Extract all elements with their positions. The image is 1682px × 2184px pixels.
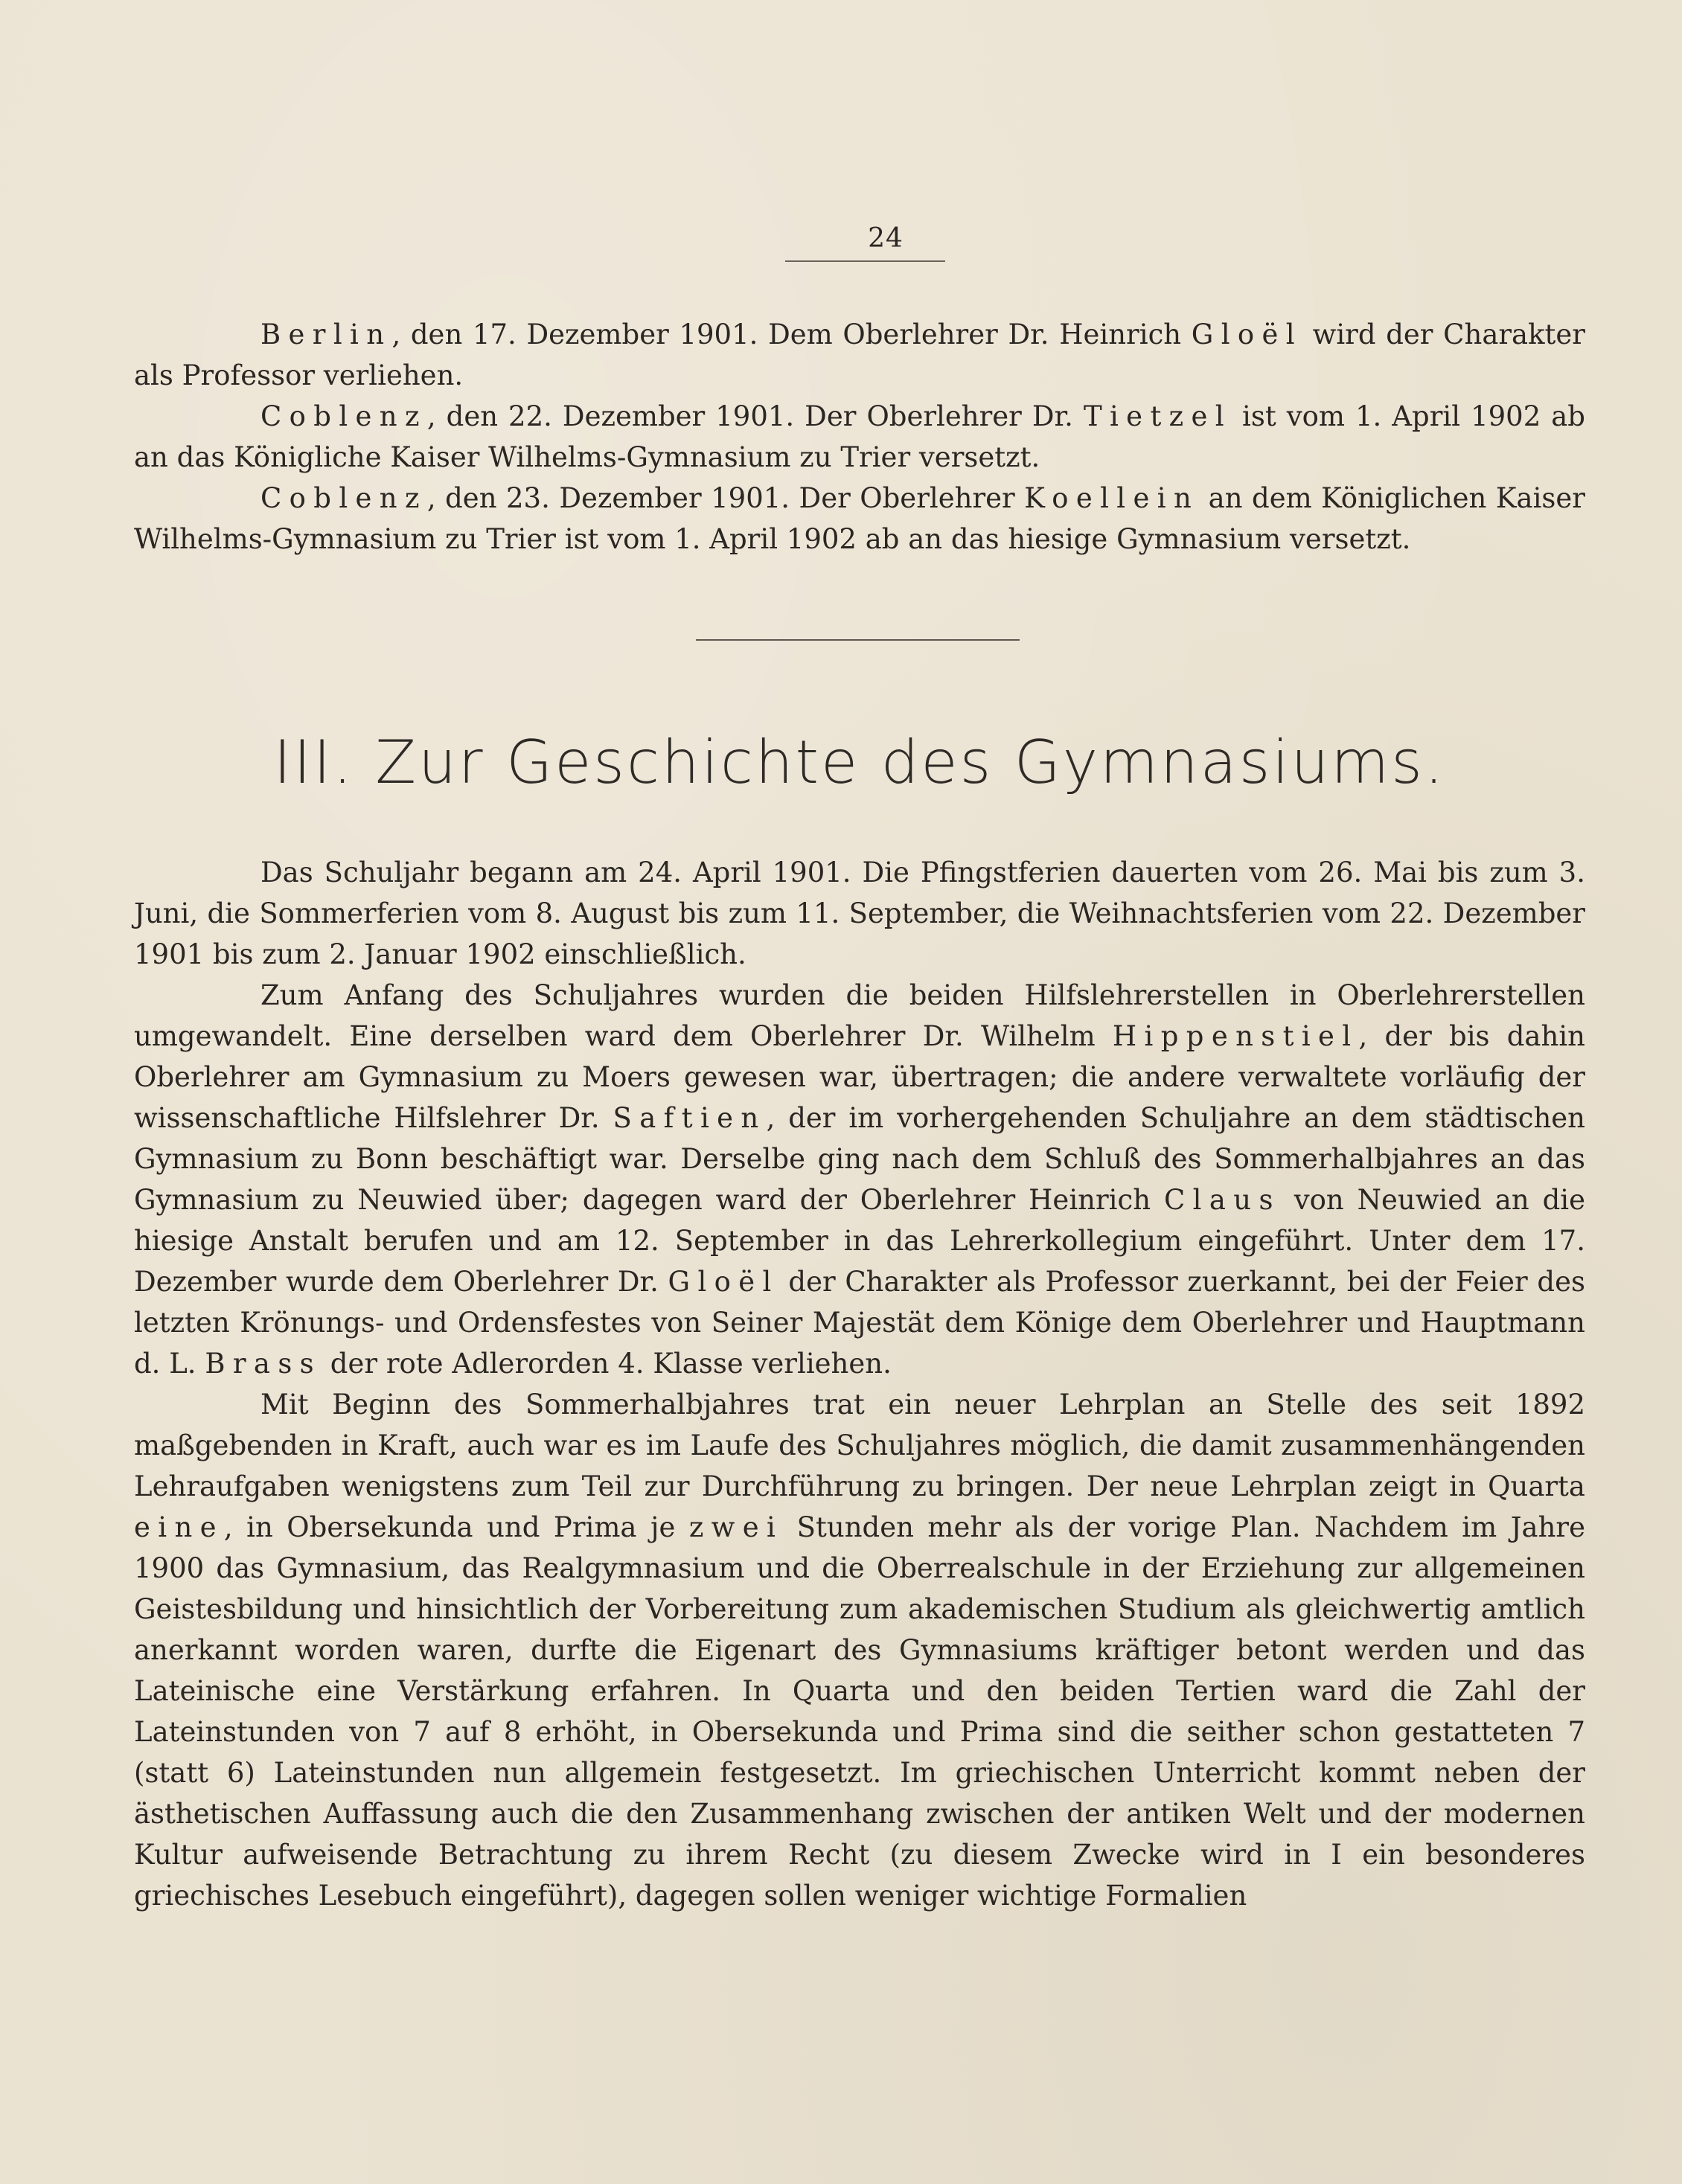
place-name: Berlin	[260, 318, 392, 350]
paragraph-text: , der im vorhergehenden Schuljahre an dem städtischen Gymnasium zu Bonn beschäftigt war. Derselbe ging nach dem Schluß des Sommerhalbjahres an das Gymnasium zu Neuwied über; dagegen ward der Oberlehrer Heinrich	[134, 1102, 1585, 1216]
paragraph-text: von Neuwied an die hiesige Anstalt berufen und am 12. September in das Lehrerkollegium eingeführt. Unter dem 17. Dezember wurde dem Oberlehrer Dr.	[134, 1184, 1586, 1298]
section-body	[134, 852, 1585, 1916]
announcement-text: , den 17. Dezember 1901. Dem Oberlehrer Dr. Heinrich	[391, 318, 1192, 350]
paragraph-text: , in Obersekunda und Prima je	[223, 1511, 689, 1543]
person-name: Hippenstiel	[1112, 1020, 1359, 1052]
page-number: 24	[868, 223, 904, 254]
paragraph-text: Mit Beginn des Sommerhalbjahres trat ein neuer Lehrplan an Stelle des seit 1892 maßgebenden in Kraft, auch war es im Laufe des Schuljahres möglich, die damit zusammenhängenden Lehraufgaben wenigstens zum Teil zur Durchführung zu bringen. Der neue Lehrplan zeigt in Quarta	[134, 1389, 1585, 1502]
header-rule	[785, 260, 945, 262]
place-name: Coblenz	[260, 400, 427, 432]
paragraph-text: Stunden mehr als der vorige Plan. Nachdem im Jahre 1900 das Gymnasium, das Realgymnasium und die Oberrealschule in der Erziehung zur allgemeinen Geistesbildung und hinsichtlich der Vorbereitung zum akademischen Studium als gleichwertig amtlich anerkannt worden waren, durfte die Eigenart des Gymnasiums kräftiger betont werden und das Lateinische eine Verstärkung erfahren. In Quarta und den beiden Tertien ward die Zahl der Lateinstunden von 7 auf 8 erhöht, in Obersekunda und Prima sind die seither schon gestatteten 7 (statt 6) Lateinstunden nun allgemein festgesetzt. Im griechischen Unterricht kommt neben der ästhetischen Auffassung auch die den Zusammenhang zwischen der antiken Welt und der modernen Kultur aufweisende Betrachtung zu ihrem Recht (zu diesem Zwecke wird in I ein besonderes griechisches Lesebuch eingeführt), dagegen sollen weniger wichtige Formalien	[134, 1511, 1585, 1912]
announcement-text: , den 23. Dezember 1901. Der Oberlehrer	[426, 482, 1025, 514]
paragraph-school-year: Das Schuljahr begann am 24. April 1901. Die Pfingstferien dauerten vom 26. Mai bis zum 3. Juni, die Sommerferien vom 8. August bis zum 11. September, die Weihnachtsferien vom 22. Dezember 1901 bis zum 2. Januar 1902 einschließlich.	[134, 856, 1585, 970]
announcement-text: wird der Charakter als Professor verliehen.	[134, 318, 1585, 391]
emphasized-word: zwei	[688, 1511, 784, 1543]
section-divider	[696, 639, 1020, 641]
announcement-coblenz-23	[134, 478, 1585, 560]
announcement-coblenz-22	[134, 396, 1585, 478]
announcement-text: an dem Königlichen Kaiser Wilhelms-Gymnasium zu Trier ist vom 1. April 1902 ab an das hiesige Gymnasium versetzt.	[134, 482, 1585, 555]
emphasized-word: eine	[134, 1511, 224, 1543]
person-name: Saftien	[613, 1102, 767, 1134]
paragraph-curriculum	[134, 1384, 1585, 1916]
announcement-text: ist vom 1. April 1902 ab an das Königliche Kaiser Wilhelms-Gymnasium zu Trier versetzt.	[134, 400, 1585, 473]
person-name: Gloël	[1191, 318, 1302, 350]
announcement-text: , den 22. Dezember 1901. Der Oberlehrer Dr.	[426, 400, 1084, 432]
paragraph-text: , der bis dahin Oberlehrer am Gymnasium zu Moers gewesen war, übertragen; die andere verwaltete vorläufig der wissenschaftliche Hilfslehrer Dr.	[134, 1020, 1585, 1134]
person-name: Tietzel	[1083, 400, 1232, 432]
paragraph-text: der rote Adlerorden 4. Klasse verliehen.	[322, 1348, 892, 1380]
paragraph-text: der Charakter als Professor zuerkannt, bei der Feier des letzten Krönungs- und Ordensfestes von Seiner Majestät dem Könige dem Oberlehrer und Hauptmann d. L.	[134, 1266, 1585, 1380]
person-name: Gloël	[668, 1266, 779, 1298]
person-name: Claus	[1163, 1184, 1281, 1216]
person-name: Koellein	[1024, 482, 1200, 514]
section-heading: III. Zur Geschichte des Gymnasiums.	[273, 728, 1446, 797]
announcement-berlin	[134, 314, 1585, 396]
paragraph-text: Zum Anfang des Schuljahres wurden die beiden Hilfslehrerstellen in Oberlehrerstellen umgewandelt. Eine derselben ward dem Oberlehrer Dr. Wilhelm	[134, 979, 1585, 1052]
person-name: Brass	[205, 1348, 322, 1380]
announcements	[134, 314, 1585, 560]
place-name: Coblenz	[260, 482, 427, 514]
paragraph-staff-changes	[134, 975, 1585, 1384]
